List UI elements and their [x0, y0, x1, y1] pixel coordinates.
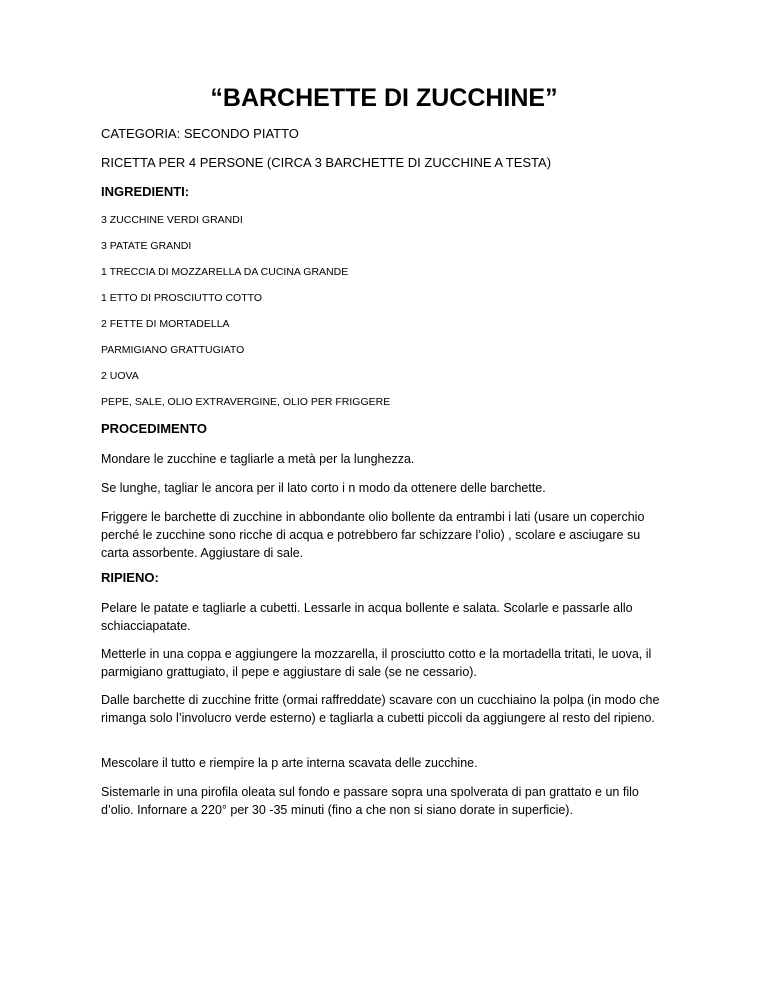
ingredient-item: 3 ZUCCHINE VERDI GRANDI: [101, 214, 243, 226]
ingredient-item: 1 ETTO DI PROSCIUTTO COTTO: [101, 292, 263, 304]
filling-paragraph: Mescolare il tutto e riempire la p arte interna scavata delle zucchine.: [101, 756, 478, 770]
ingredient-item: PARMIGIANO GRATTUGIATO: [101, 344, 245, 356]
ingredients-heading: INGREDIENTI:: [101, 184, 190, 199]
procedure-paragraph: Se lunghe, tagliar le ancora per il lato corto i n modo da ottenere delle barchette.: [101, 481, 546, 495]
ingredient-item: PEPE, SALE, OLIO EXTRAVERGINE, OLIO PER FRIGGERE: [101, 396, 391, 408]
procedure-paragraph: Mondare le zucchine e tagliarle a metà per la lunghezza.: [101, 452, 415, 466]
filling-paragraph: Pelare le patate e tagliarle a cubetti. Lessarle in acqua bollente e salata. Scolarle e passarle allo schiacciapatate.: [101, 601, 633, 633]
filling-paragraph: Metterle in una coppa e aggiungere la mozzarella, il prosciutto cotto e la mortadella tritati, le uova, il parmigiano grattugiato, il pepe e aggiustare di sale (se ne cessario).: [101, 647, 652, 679]
procedure-paragraph: Friggere le barchette di zucchine in abbondante olio bollente da entrambi i lati (usare un coperchio perché le zucchine sono ricche di acqua e potrebbero far schizzare l’olio) , scolare e asciugare su carta assorbente. Aggiustare di sale.: [101, 510, 645, 560]
ingredient-item: 2 UOVA: [101, 370, 139, 382]
ingredient-item: 1 TRECCIA DI MOZZARELLA DA CUCINA GRANDE: [101, 266, 349, 278]
recipe-title: “BARCHETTE DI ZUCCHINE”: [210, 84, 558, 112]
procedure-heading: PROCEDIMENTO: [101, 421, 207, 436]
ingredient-item: 2 FETTE DI MORTADELLA: [101, 318, 230, 330]
servings-line: RICETTA PER 4 PERSONE (CIRCA 3 BARCHETTE DI ZUCCHINE A TESTA): [101, 155, 552, 170]
filling-paragraph: Sistemarle in una pirofila oleata sul fondo e passare sopra una spolverata di pan grattato e un filo d’olio. Infornare a 220° per 30 -35 minuti (fino a che non si siano dorate in superficie).: [101, 785, 639, 817]
category-line: CATEGORIA: SECONDO PIATTO: [101, 126, 299, 141]
filling-heading: RIPIENO:: [101, 570, 159, 585]
filling-paragraph: Dalle barchette di zucchine fritte (ormai raffreddate) scavare con un cucchiaino la polpa (in modo che rimanga solo l’involucro verde esterno) e tagliarla a cubetti piccoli da aggiungere al resto del ripieno.: [101, 693, 660, 725]
ingredient-item: 3 PATATE GRANDI: [101, 240, 192, 252]
